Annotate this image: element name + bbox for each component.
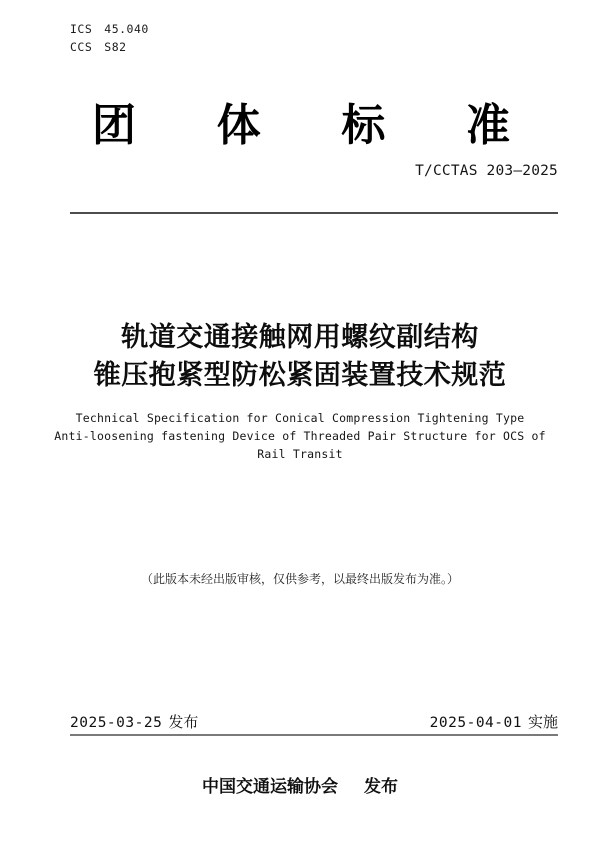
standard-type-char: 标 <box>341 101 386 150</box>
document-title-en <box>0 409 600 463</box>
document-title-en-line3: Rail Transit <box>257 447 343 461</box>
implement-date-cell <box>430 711 558 732</box>
implement-date-label: 实施 <box>527 714 558 731</box>
document-title-en-line1: Technical Specification for Conical Compression Tightening Type <box>75 411 525 425</box>
document-title-cn-line1: 轨道交通接触网用螺纹副结构 <box>121 322 479 352</box>
ics-label: ICS <box>70 22 93 36</box>
ccs-row <box>70 38 149 56</box>
standard-number: T/CCTAS 203—2025 <box>415 163 558 179</box>
standard-type-char: 体 <box>216 101 261 150</box>
publisher-name: 中国交通运输协会 <box>202 777 338 796</box>
implement-date: 2025-04-01 <box>429 715 522 731</box>
header-divider-line <box>70 212 558 214</box>
issue-date-label: 发布 <box>168 714 199 731</box>
standard-type-char: 准 <box>465 101 510 150</box>
document-title-en-line2: Anti-loosening fastening Device of Threaded Pair Structure for OCS of <box>54 429 546 443</box>
footer-divider-line <box>70 734 558 736</box>
standard-type-char: 团 <box>92 101 136 150</box>
review-note: （此版本未经出版审核，仅供参考，以最终出版发布为准。） <box>140 572 459 586</box>
issue-date: 2025-03-25 <box>70 715 163 731</box>
publisher-action-label: 发布 <box>364 777 398 796</box>
standard-type-title <box>92 100 510 153</box>
document-title-cn <box>0 318 600 394</box>
dates-row <box>70 711 558 732</box>
ccs-label: CCS <box>70 40 93 54</box>
ics-value: 45.040 <box>104 22 149 36</box>
ccs-value: S82 <box>104 40 127 54</box>
classification-block <box>70 20 149 56</box>
issue-date-cell <box>70 711 198 732</box>
document-title-cn-line2: 锥压抱紧型防松紧固装置技术规范 <box>93 360 507 390</box>
publisher-row <box>0 772 600 797</box>
ics-row <box>70 20 149 38</box>
